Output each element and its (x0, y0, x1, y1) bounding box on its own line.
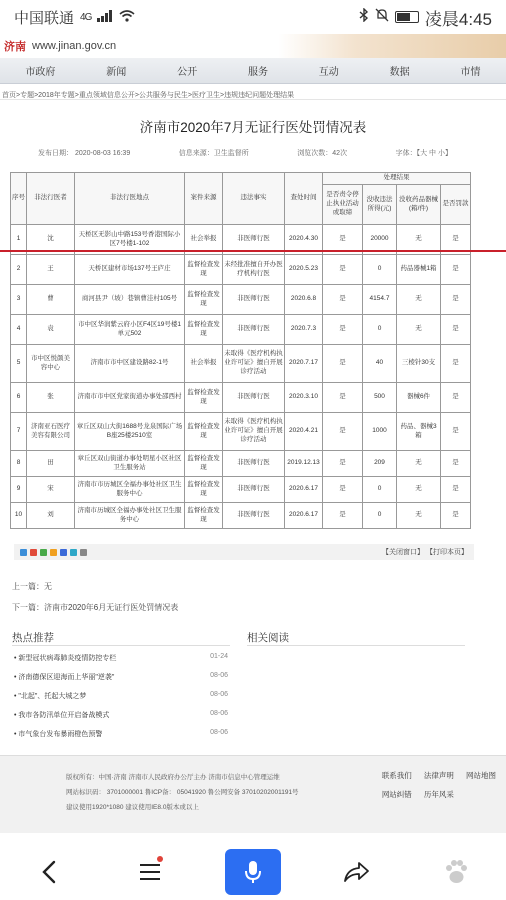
cell-address: 章丘区双山街道办事处明星小区社区卫生服务站 (75, 451, 185, 477)
battery-icon (395, 11, 419, 23)
share-icon-2[interactable] (30, 549, 37, 556)
header-address: 非法行医地点 (75, 173, 185, 225)
close-window-link[interactable]: 【关闭窗口】 (382, 549, 425, 556)
cell-source: 监督检查发现 (185, 413, 223, 451)
share-arrow-icon (342, 860, 370, 884)
cell-name: 曹 (27, 285, 75, 315)
cell-income: 0 (363, 503, 397, 529)
cell-stop: 是 (323, 413, 363, 451)
cell-no: 5 (11, 345, 27, 383)
cell-no: 8 (11, 451, 27, 477)
cell-name: 刘 (27, 503, 75, 529)
site-footer (0, 755, 506, 833)
microphone-icon (243, 859, 263, 885)
header-no: 序号 (11, 173, 27, 225)
site-logo[interactable]: 济南 (4, 40, 26, 53)
cell-name: 沈 (27, 225, 75, 255)
share-icon-1[interactable] (20, 549, 27, 556)
cell-income: 500 (363, 383, 397, 413)
cell-confiscate: 药品、器械3箱 (397, 413, 441, 451)
hot-item-title[interactable]: • 济南德保区迎海而上华丽"逆袭" (14, 674, 115, 681)
cell-fine: 是 (441, 383, 471, 413)
hot-item-title[interactable]: • 新型冠状病毒肺炎疫情防控专栏 (14, 655, 117, 662)
cell-confiscate: 无 (397, 451, 441, 477)
header-stop: 是否责令停止执业活动或取缔 (323, 185, 363, 225)
cell-income: 4154.7 (363, 285, 397, 315)
article-meta (0, 136, 506, 158)
view-count: 浏览次数：42次 (297, 150, 348, 157)
table-row (11, 345, 471, 383)
cell-fact: 非医师行医 (223, 477, 285, 503)
cell-income: 209 (363, 451, 397, 477)
cell-fact: 非医师行医 (223, 383, 285, 413)
cell-date: 2020.6.8 (285, 285, 323, 315)
hot-divider (12, 645, 230, 646)
cell-income: 40 (363, 345, 397, 383)
hot-recommend-title: 热点推荐 (12, 632, 54, 644)
hot-item-date: 08-06 (210, 729, 228, 736)
cell-stop: 是 (323, 285, 363, 315)
voice-search-button[interactable] (225, 849, 281, 895)
share-icon-6[interactable] (70, 549, 77, 556)
footer-link-history[interactable]: 历年风采 (423, 790, 454, 799)
menu-icon (138, 862, 162, 882)
cell-income: 20000 (363, 225, 397, 255)
table-row (11, 285, 471, 315)
share-icon-3[interactable] (40, 549, 47, 556)
cell-name: 市中区悦颜美容中心 (27, 345, 75, 383)
hot-item-date: 08-06 (210, 710, 228, 717)
table-row (11, 255, 471, 285)
cell-fine: 是 (441, 315, 471, 345)
cell-date: 2020.5.23 (285, 255, 323, 285)
cell-income: 0 (363, 315, 397, 345)
site-url: www.jinan.gov.cn (32, 40, 117, 52)
cell-date: 2020.6.17 (285, 503, 323, 529)
header-date: 查处时间 (285, 173, 323, 225)
header-fine: 是否罚款 (441, 185, 471, 225)
header-result: 处理结果 (323, 173, 471, 185)
cell-fine: 是 (441, 413, 471, 451)
cell-fact: 未取得《医疗机构执业许可证》擅自开展诊疗活动 (223, 345, 285, 383)
cell-date: 2020.7.3 (285, 315, 323, 345)
table-row (11, 503, 471, 529)
back-icon (39, 859, 61, 885)
cell-fact: 非医师行医 (223, 451, 285, 477)
cell-address: 济南市市历城区全福办事处社区卫生服务中心 (75, 477, 185, 503)
penalty-table-body (11, 225, 471, 529)
cell-no: 7 (11, 413, 27, 451)
cell-source: 监督检查发现 (185, 383, 223, 413)
cell-date: 2019.12.13 (285, 451, 323, 477)
footer-link-contact[interactable]: 联系我们 (381, 771, 412, 780)
cell-stop: 是 (323, 255, 363, 285)
related-reading-title: 相关阅读 (247, 632, 289, 644)
nav-item-service[interactable]: 服务 (247, 67, 268, 78)
cell-stop: 是 (323, 451, 363, 477)
cell-confiscate: 无 (397, 225, 441, 255)
footer-link-report-error[interactable]: 网站纠错 (381, 790, 412, 799)
cell-income: 1000 (363, 413, 397, 451)
signal-icon (97, 9, 113, 26)
cell-stop: 是 (323, 345, 363, 383)
red-divider-line (0, 250, 506, 252)
cell-address: 市中区华润紫云府小区F4区19号楼1单元502 (75, 315, 185, 345)
cell-confiscate: 药品器械1箱 (397, 255, 441, 285)
cell-address: 济南市历城区全福办事处社区卫生服务中心 (75, 503, 185, 529)
share-icon-7[interactable] (80, 549, 87, 556)
share-icons (20, 549, 87, 556)
browser-toolbar (0, 844, 506, 900)
status-bar (0, 0, 506, 34)
cell-fact: 非医师行医 (223, 225, 285, 255)
wifi-icon (119, 9, 135, 26)
print-page-link[interactable]: 【打印本页】 (426, 549, 468, 556)
footer-copyright: 版权所有：中国·济南 济南市人民政府办公厅主办 济南市信息中心管理运维 (66, 774, 280, 781)
hot-list-item[interactable] (14, 672, 228, 682)
cell-name: 袁 (27, 315, 75, 345)
baidu-paw-button[interactable] (431, 849, 481, 895)
cell-address: 商河县尹（坡）巷镇曹洼村105号 (75, 285, 185, 315)
hot-item-date: 08-06 (210, 691, 228, 698)
nav-item-data[interactable]: 数据 (389, 67, 410, 78)
cell-no: 2 (11, 255, 27, 285)
cell-fine: 是 (441, 255, 471, 285)
penalty-table (10, 172, 471, 529)
nav-item-news[interactable]: 新闻 (106, 67, 127, 78)
cell-income: 0 (363, 255, 397, 285)
cell-stop: 是 (323, 315, 363, 345)
cell-no: 9 (11, 477, 27, 503)
nav-item-government[interactable]: 市政府 (25, 67, 56, 78)
table-row (11, 477, 471, 503)
cell-date: 2020.7.17 (285, 345, 323, 383)
cell-no: 3 (11, 285, 27, 315)
cell-name: 宋 (27, 477, 75, 503)
hot-item-date: 08-06 (210, 672, 228, 679)
share-icon-5[interactable] (60, 549, 67, 556)
share-icon-4[interactable] (50, 549, 57, 556)
main-nav (0, 58, 506, 84)
footer-link-sitemap[interactable]: 网站地图 (466, 771, 496, 780)
table-row (11, 315, 471, 345)
share-bar (14, 544, 474, 560)
footer-link-legal[interactable]: 法律声明 (423, 771, 454, 780)
cell-fine: 是 (441, 503, 471, 529)
publish-date: 发布日期： 2020-08-03 16:39 (38, 150, 131, 157)
cell-fine: 是 (441, 285, 471, 315)
menu-button[interactable] (125, 849, 175, 895)
cell-stop: 是 (323, 503, 363, 529)
bluetooth-icon (359, 8, 369, 26)
cell-fact: 非医师行医 (223, 503, 285, 529)
cell-confiscate: 无 (397, 503, 441, 529)
header-income: 没收违法所得(元) (363, 185, 397, 225)
cell-no: 1 (11, 225, 27, 255)
hot-list-item[interactable] (14, 653, 228, 663)
hot-item-title[interactable]: • 市气象台发布暴雨橙色预警 (14, 731, 103, 738)
cell-confiscate: 无 (397, 315, 441, 345)
cell-date: 2020.4.21 (285, 413, 323, 451)
cell-fact: 未经批准擅自开办医疗机构行医 (223, 255, 285, 285)
header-source: 案件来源 (185, 173, 223, 225)
cell-confiscate: 器械6件 (397, 383, 441, 413)
cell-confiscate: 无 (397, 477, 441, 503)
cell-fact: 非医师行医 (223, 285, 285, 315)
cell-stop: 是 (323, 383, 363, 413)
share-button[interactable] (331, 849, 381, 895)
cell-fine: 是 (441, 451, 471, 477)
cell-source: 监督检查发现 (185, 451, 223, 477)
prev-article-link[interactable]: 上一篇：无 (12, 582, 52, 591)
page-title: 济南市2020年7月无证行医处罚情况表 (139, 120, 367, 135)
cell-source: 社会举报 (185, 345, 223, 383)
cell-stop: 是 (323, 225, 363, 255)
hot-item-title[interactable]: • "北起"、托起大城之梦 (14, 693, 87, 700)
cell-source: 监督检查发现 (185, 477, 223, 503)
table-row (11, 451, 471, 477)
hot-list-item[interactable] (14, 691, 228, 701)
back-button[interactable] (25, 849, 75, 895)
header-name: 非法行医者 (27, 173, 75, 225)
cell-name: 田 (27, 451, 75, 477)
cell-name: 王 (27, 255, 75, 285)
footer-registration: 网站标识码： 3701000001 鲁ICP备： 05041920 鲁公网安备 37010202001191号 (66, 789, 299, 796)
info-source: 信息来源：卫生监督所 (178, 150, 249, 157)
font-size-switch[interactable]: 字体：【大 中 小】 (395, 150, 452, 157)
table-row (11, 383, 471, 413)
cell-date: 2020.4.30 (285, 225, 323, 255)
cell-source: 社会举报 (185, 225, 223, 255)
cell-address: 济南市市中区党家街道办事处邵西村 (75, 383, 185, 413)
cell-income: 0 (363, 477, 397, 503)
cell-address: 天桥区无影山中路153号香港国际小区7号楼1-102 (75, 225, 185, 255)
cell-name: 济南亚石医疗美容有限公司 (27, 413, 75, 451)
cell-fine: 是 (441, 225, 471, 255)
cell-date: 2020.3.10 (285, 383, 323, 413)
header-confiscate: 没收药品器械(箱/件) (397, 185, 441, 225)
hot-list-item[interactable] (14, 729, 228, 739)
header-fact: 违法事实 (223, 173, 285, 225)
nav-item-interaction[interactable]: 互动 (318, 67, 339, 78)
next-article-link[interactable]: 下一篇：济南市2020年6月无证行医处罚情况表 (12, 603, 179, 612)
cell-source: 监督检查发现 (185, 285, 223, 315)
footer-links (382, 770, 506, 808)
related-divider (247, 645, 465, 646)
cell-confiscate: 无 (397, 285, 441, 315)
hot-list-item[interactable] (14, 710, 228, 720)
cell-source: 监督检查发现 (185, 315, 223, 345)
nav-item-city[interactable]: 市情 (460, 67, 481, 78)
cell-source: 监督检查发现 (185, 255, 223, 285)
table-row (11, 413, 471, 451)
cell-no: 4 (11, 315, 27, 345)
cell-no: 6 (11, 383, 27, 413)
footer-browser-hint: 建议使用1920*1080 建议使用IE8.0版本或以上 (66, 804, 199, 811)
cell-fact: 非医师行医 (223, 315, 285, 345)
mute-bell-icon (375, 8, 389, 26)
carrier-label: 中国联通 (14, 9, 75, 27)
nav-item-public[interactable]: 公开 (177, 67, 198, 78)
cell-source: 监督检查发现 (185, 503, 223, 529)
site-header (0, 34, 506, 58)
clock: 凌晨4:45 (424, 9, 492, 29)
cell-fine: 是 (441, 345, 471, 383)
notification-dot (157, 856, 163, 862)
cell-fine: 是 (441, 477, 471, 503)
cell-confiscate: 三棱针30支 (397, 345, 441, 383)
paw-icon (443, 859, 469, 885)
cell-date: 2020.6.17 (285, 477, 323, 503)
cell-address: 章丘区双山大街1688号龙泉国际广场B座25楼2510室 (75, 413, 185, 451)
hot-item-title[interactable]: • 我市各防汛单位开启备战模式 (14, 712, 110, 719)
cell-no: 10 (11, 503, 27, 529)
cell-name: 张 (27, 383, 75, 413)
penalty-table-wrapper (10, 172, 470, 529)
cell-fact: 未取得《医疗机构执业许可证》擅自开展诊疗活动 (223, 413, 285, 451)
cell-address: 天桥区建材市场137号王庐庄 (75, 255, 185, 285)
article (0, 100, 506, 523)
hot-item-date: 01-24 (210, 653, 228, 660)
cell-stop: 是 (323, 477, 363, 503)
network-label: 4G (80, 11, 92, 23)
breadcrumb[interactable]: 首页>专题>2018年专题>重点领域信息公开>公共服务与民生>医疗卫生>违规违纪问题处理结果 (0, 84, 506, 100)
cell-address: 济南市市中区建设路82-1号 (75, 345, 185, 383)
